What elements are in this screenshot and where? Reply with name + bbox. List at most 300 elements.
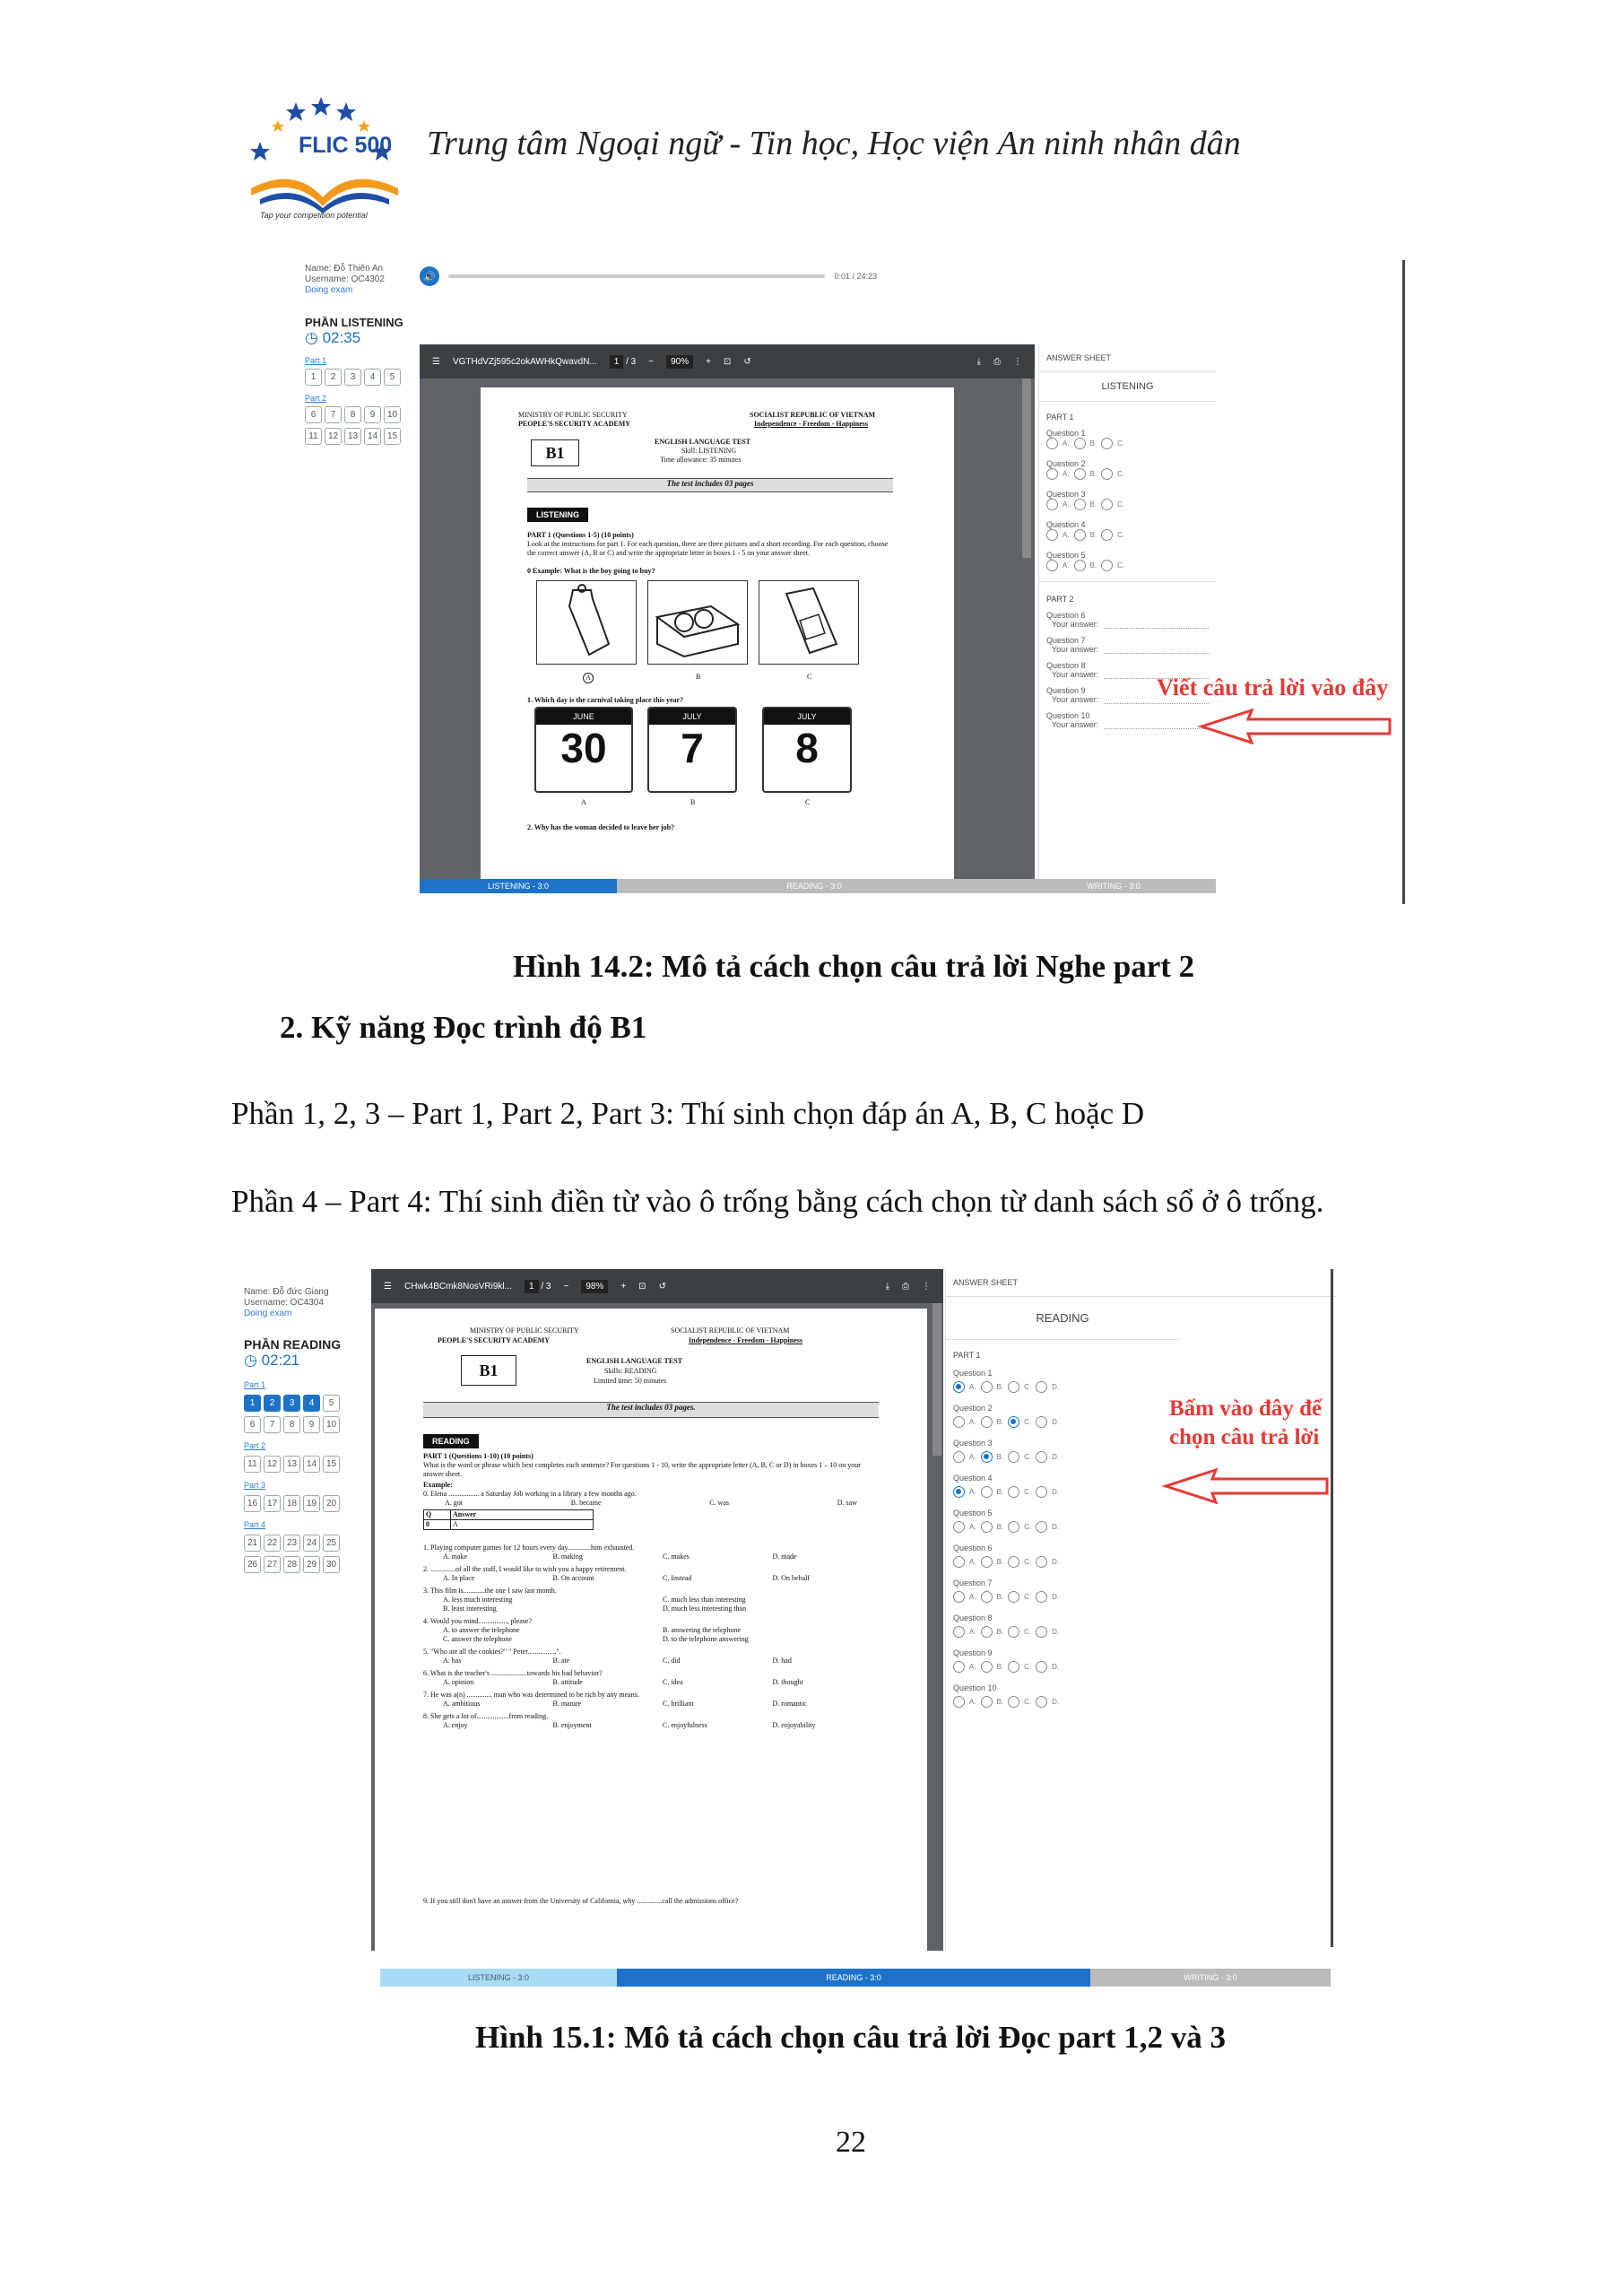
audio-time: 0:01 / 24:23: [834, 272, 877, 281]
option: A. to answer the telephone: [443, 1626, 520, 1634]
radio-button[interactable]: [1101, 529, 1113, 541]
radio-button[interactable]: [1036, 1626, 1047, 1638]
radio-button[interactable]: [1074, 499, 1086, 510]
question-nav-button[interactable]: 21: [244, 1535, 261, 1552]
question-nav-button[interactable]: 4: [303, 1395, 320, 1412]
candidate-username: Username: OC4302: [305, 274, 385, 284]
includes-band: The test includes 03 pages: [527, 478, 893, 492]
candidate-name: Name: Đỗ Thiên An: [305, 264, 384, 274]
radio-button[interactable]: [1036, 1696, 1047, 1708]
pdf-viewer: [371, 1269, 943, 1951]
radio-button[interactable]: [981, 1486, 993, 1498]
radio-button[interactable]: [1036, 1416, 1047, 1428]
radio-button[interactable]: [1036, 1486, 1047, 1498]
calendar-label-c: C: [805, 798, 811, 806]
radio-button[interactable]: [1008, 1626, 1019, 1638]
part-link[interactable]: Part 3: [244, 1481, 266, 1490]
radio-button[interactable]: [1101, 438, 1113, 449]
radio-button[interactable]: [1008, 1591, 1019, 1603]
fit-page-icon[interactable]: ⊡: [638, 1281, 646, 1292]
option: B. answering the telephone: [663, 1626, 742, 1634]
option-label: C.: [1117, 470, 1125, 478]
question-nav-button[interactable]: 16: [244, 1495, 261, 1512]
page-number: 22: [836, 2126, 866, 2159]
question-nav-button[interactable]: 12: [264, 1456, 281, 1473]
zoom-level[interactable]: 90%: [666, 355, 693, 369]
ministry: MINISTRY OF PUBLIC SECURITY: [470, 1326, 579, 1335]
radio-button[interactable]: [1046, 468, 1058, 480]
question-nav-button[interactable]: 14: [303, 1456, 320, 1473]
audio-player: [420, 264, 877, 289]
answer-input-row: [1046, 620, 1209, 629]
answer-question: [953, 1578, 1329, 1603]
question-text: 7. He was a(n) .............. man who was determined to be rich by any means.: [423, 1691, 639, 1699]
question-label: Question 7: [953, 1578, 993, 1587]
radio-button[interactable]: [981, 1381, 993, 1393]
question-nav-button[interactable]: 15: [323, 1456, 340, 1473]
radio-button[interactable]: [1046, 529, 1058, 541]
test-name: ENGLISH LANGUAGE TEST: [655, 438, 750, 446]
zoom-in-icon[interactable]: +: [706, 356, 711, 367]
radio-button[interactable]: [953, 1381, 965, 1393]
radio-button[interactable]: [1036, 1591, 1047, 1603]
audio-progress-bar[interactable]: [448, 274, 825, 278]
question-nav-button[interactable]: 4: [364, 369, 381, 386]
radio-button[interactable]: [1036, 1451, 1047, 1463]
radio-button[interactable]: [1008, 1486, 1019, 1498]
answer-options: [953, 1591, 1329, 1603]
tab-reading[interactable]: READING - 3:0: [617, 1969, 1090, 1987]
fit-page-icon[interactable]: ⊡: [723, 356, 732, 367]
radio-button[interactable]: [981, 1451, 993, 1463]
question-nav-part2: [244, 1456, 351, 1477]
download-icon[interactable]: ⤓: [976, 356, 981, 367]
zoom-out-icon[interactable]: −: [563, 1281, 569, 1292]
radio-button[interactable]: [1008, 1416, 1019, 1428]
speaker-icon[interactable]: 🔊: [420, 266, 439, 286]
part-link[interactable]: Part 1: [305, 356, 327, 365]
page-input[interactable]: 1: [525, 1280, 539, 1293]
option-label: B.: [996, 1488, 1004, 1496]
question-nav-button[interactable]: 30: [323, 1556, 340, 1573]
answer-options: [953, 1661, 1329, 1673]
pdf-scrollbar[interactable]: [1022, 378, 1031, 558]
option: D. On behalf: [772, 1574, 811, 1582]
option-label: D.: [1052, 1488, 1060, 1496]
question-nav-button[interactable]: 5: [384, 369, 401, 386]
question-nav-button[interactable]: 29: [303, 1556, 320, 1573]
option-label: C.: [1117, 439, 1125, 448]
option: A. got: [445, 1499, 463, 1507]
question-label: Question 10: [953, 1683, 997, 1692]
question-nav-button[interactable]: 24: [303, 1535, 320, 1552]
answer-question: [953, 1613, 1329, 1638]
radio-button[interactable]: [1008, 1696, 1019, 1708]
pdf-toolbar: [420, 344, 1035, 378]
calendar-month: JUNE: [536, 709, 631, 725]
logo-text: FLIC 500: [299, 133, 393, 158]
question-label: Question 2: [1046, 459, 1086, 468]
test-name: ENGLISH LANGUAGE TEST: [586, 1357, 682, 1365]
option: A. less much interesting: [443, 1596, 513, 1604]
radio-button[interactable]: [1008, 1521, 1019, 1533]
option-label: A.: [1063, 470, 1070, 478]
radio-button[interactable]: [1036, 1556, 1047, 1568]
table-cell: A: [453, 1520, 458, 1528]
question-nav-button[interactable]: 11: [244, 1456, 261, 1473]
question-label: Question 8: [953, 1613, 993, 1622]
download-icon[interactable]: ⤓: [885, 1281, 889, 1292]
more-icon[interactable]: ⋮: [1013, 356, 1022, 367]
question-nav-button[interactable]: 20: [323, 1495, 340, 1512]
option-label: C.: [1024, 1628, 1032, 1636]
radio-button[interactable]: [1008, 1381, 1019, 1393]
option-label: A.: [969, 1383, 976, 1391]
radio-button[interactable]: [953, 1451, 965, 1463]
print-icon[interactable]: ⎙: [902, 1281, 909, 1292]
question-nav-button[interactable]: 2: [325, 369, 342, 386]
listening-sidebar: [305, 264, 403, 449]
question-label: Question 6: [1046, 611, 1086, 620]
answer-input[interactable]: [1104, 720, 1209, 729]
question-nav-button[interactable]: 13: [344, 428, 361, 445]
question-nav-button[interactable]: 25: [323, 1535, 340, 1552]
option: C. enjoyfulness: [663, 1721, 707, 1729]
question-nav-button[interactable]: 5: [323, 1395, 340, 1412]
option: B. On account: [552, 1574, 594, 1582]
pdf-filename: CHwk4BCmk8NosVRi9kl...: [403, 1281, 512, 1292]
paragraph-parts-1-3: Phần 1, 2, 3 – Part 1, Part 2, Part 3: Thí sinh chọn đáp án A, B, C hoặc D: [231, 1096, 1145, 1131]
section-pill-label: LISTENING: [527, 508, 588, 522]
radio-button[interactable]: [953, 1696, 965, 1708]
radio-button[interactable]: [953, 1416, 965, 1428]
question-label: Question 10: [1046, 711, 1090, 720]
menu-icon[interactable]: ☰: [384, 1281, 392, 1292]
question-nav-button[interactable]: 2: [264, 1395, 281, 1412]
answer-options: [953, 1521, 1329, 1533]
answer-input-label: Your answer:: [1052, 720, 1099, 729]
part-title: PART 1 (Questions 1-5) (10 points): [527, 531, 634, 539]
question-nav-button[interactable]: 7: [264, 1416, 281, 1433]
option: C. answer the telephone: [443, 1635, 512, 1643]
part-link[interactable]: Part 4: [244, 1520, 266, 1529]
answer-input[interactable]: [1104, 645, 1209, 654]
radio-button[interactable]: [1036, 1661, 1047, 1673]
pdf-scrollbar[interactable]: [932, 1303, 941, 1456]
option: D. saw: [837, 1499, 857, 1507]
radio-button[interactable]: [953, 1591, 965, 1603]
test-skill: Skills: READING: [604, 1367, 657, 1375]
reading-sidebar: [244, 1287, 360, 1578]
radio-button[interactable]: [1046, 438, 1058, 449]
radio-button[interactable]: [1101, 468, 1113, 480]
pdf-toolbar: [371, 1269, 943, 1303]
question-nav-button[interactable]: 3: [283, 1395, 300, 1412]
answer-input-row: [1046, 645, 1209, 654]
answer-question: [1046, 551, 1209, 571]
answer-options: [1046, 529, 1209, 541]
logo-tagline: Tap your competition potential: [260, 211, 368, 220]
part-title: PART 1 (Questions 1-10) (10 points): [423, 1452, 533, 1460]
question-options: [423, 1657, 882, 1665]
option-label: D.: [1052, 1523, 1060, 1531]
question-nav-button[interactable]: 12: [325, 428, 342, 445]
radio-button[interactable]: [1036, 1521, 1047, 1533]
option-label: A.: [969, 1698, 976, 1706]
question-nav-button[interactable]: 6: [244, 1416, 261, 1433]
answer-sheet-title: ANSWER SHEET: [1039, 344, 1216, 372]
question-nav-button[interactable]: 17: [264, 1495, 281, 1512]
figure-listening-screenshot: [301, 260, 1409, 904]
question-options: [423, 1596, 882, 1613]
caption-figure-14-2: Hình 14.2: Mô tả cách chọn câu trả lời Nghe part 2: [513, 949, 1195, 984]
question-nav-button[interactable]: 3: [344, 369, 361, 386]
part-link[interactable]: Part 2: [244, 1441, 266, 1450]
question-nav-button[interactable]: 22: [264, 1535, 281, 1552]
question-nav-button[interactable]: 14: [364, 428, 381, 445]
option-label: B.: [1089, 500, 1097, 509]
academy: PEOPLE'S SECURITY ACADEMY: [438, 1336, 551, 1344]
doing-exam-status: Doing exam: [305, 285, 353, 295]
example-answer-table: [423, 1509, 594, 1530]
answer-options: [1046, 438, 1209, 449]
question-nav-button[interactable]: 28: [283, 1556, 300, 1573]
option-label: A.: [969, 1593, 976, 1601]
radio-button[interactable]: [1101, 560, 1113, 571]
answer-options: [953, 1696, 1329, 1708]
page-count: / 3: [541, 1281, 551, 1292]
exam-question: [423, 1587, 882, 1613]
more-icon[interactable]: ⋮: [922, 1281, 931, 1292]
question-nav-button[interactable]: 11: [305, 428, 322, 445]
radio-button[interactable]: [981, 1626, 993, 1638]
rotate-icon[interactable]: ↺: [743, 356, 751, 367]
question-1: 1. Which day is the carnival taking place this year?: [527, 696, 684, 704]
timer: [244, 1352, 360, 1370]
question-nav-part3: [244, 1495, 351, 1517]
option-label: A.: [969, 1663, 976, 1671]
answer-input-label: Your answer:: [1052, 620, 1099, 629]
calendar-month: JULY: [764, 709, 850, 725]
calendar-month: JULY: [649, 709, 735, 725]
question-text: 2. ..............of all the staff, I would like to wish you a happy retirement.: [423, 1565, 627, 1573]
question-text: 5. "Who ate all the cookies?" " Peter................".: [423, 1648, 561, 1656]
radio-button[interactable]: [953, 1486, 965, 1498]
question-nav-button[interactable]: 8: [344, 406, 361, 423]
radio-button[interactable]: [953, 1626, 965, 1638]
option: B. ate: [552, 1657, 570, 1665]
radio-button[interactable]: [1074, 438, 1086, 449]
question-nav-button[interactable]: 27: [264, 1556, 281, 1573]
radio-button[interactable]: [953, 1556, 965, 1568]
part-link[interactable]: Part 2: [305, 394, 327, 403]
question-label: Question 9: [953, 1648, 993, 1657]
question-nav-button[interactable]: 10: [384, 406, 401, 423]
section-heading: 2. Kỹ năng Đọc trình độ B1: [280, 1010, 647, 1045]
motto: Independence - Freedom - Happiness: [754, 420, 868, 428]
option: C. makes: [663, 1552, 690, 1561]
radio-button[interactable]: [1074, 560, 1086, 571]
question-nav-button[interactable]: 8: [283, 1416, 300, 1433]
radio-button[interactable]: [981, 1556, 993, 1568]
question-label: Question 3: [1046, 490, 1086, 499]
rotate-icon[interactable]: ↺: [658, 1281, 666, 1292]
radio-button[interactable]: [1046, 499, 1058, 510]
pdf-viewer: [420, 344, 1035, 904]
option: C. was: [709, 1499, 730, 1507]
option: D. to the telephone answering: [663, 1635, 749, 1643]
level-box: B1: [531, 439, 579, 466]
answer-part1: PART 1: [953, 1351, 981, 1360]
option: A. has: [443, 1657, 462, 1665]
option: D. much less interesting than: [663, 1605, 747, 1613]
radio-button[interactable]: [953, 1661, 965, 1673]
pdf-canvas: [420, 378, 1035, 890]
radio-button[interactable]: [1046, 560, 1058, 571]
radio-button[interactable]: [981, 1661, 993, 1673]
option-label: A.: [969, 1628, 976, 1636]
option-label: D.: [1052, 1593, 1060, 1601]
question-label: Question 1: [953, 1369, 993, 1378]
part-link[interactable]: Part 1: [244, 1380, 266, 1389]
timer-value: 02:21: [261, 1352, 300, 1369]
answer-input-label: Your answer:: [1052, 695, 1099, 704]
zoom-in-icon[interactable]: +: [620, 1281, 627, 1292]
question-nav-button[interactable]: 10: [323, 1416, 340, 1433]
section-tabs: [380, 1969, 1331, 1987]
radio-button[interactable]: [953, 1521, 965, 1533]
answer-question: [953, 1648, 1329, 1673]
exam-question: [423, 1691, 882, 1709]
question-nav-button[interactable]: 9: [303, 1416, 320, 1433]
option-label: C.: [1024, 1383, 1032, 1391]
option: A. opinion: [443, 1678, 474, 1686]
annotation-arrow: [1162, 1468, 1332, 1504]
test-time: Time allowance: 35 minutes: [660, 456, 742, 464]
option-label: A.: [969, 1523, 976, 1531]
option-label: B.: [996, 1453, 1004, 1461]
question-nav-button[interactable]: 13: [283, 1456, 300, 1473]
option-label: C.: [1024, 1593, 1032, 1601]
radio-button[interactable]: [1008, 1661, 1019, 1673]
tab-listening[interactable]: LISTENING - 3:0: [420, 879, 617, 893]
answer-options: [953, 1381, 1329, 1393]
option: C. much less than interesting: [663, 1596, 746, 1604]
option-label: B.: [996, 1523, 1004, 1531]
question-options: [423, 1678, 882, 1687]
option-label: C.: [1024, 1698, 1032, 1706]
answer-question: [1046, 711, 1209, 729]
level-box: B1: [461, 1355, 516, 1386]
radio-button[interactable]: [1074, 468, 1086, 480]
option: C. Instead: [663, 1574, 692, 1582]
option-label: C.: [1024, 1418, 1032, 1426]
tab-reading[interactable]: READING - 3:0: [617, 879, 1011, 893]
question-2: 2. Why has the woman decided to leave her job?: [527, 823, 675, 831]
option-label: B.: [996, 1383, 1004, 1391]
page-input[interactable]: 1: [610, 355, 624, 369]
question-nav-button[interactable]: 23: [283, 1535, 300, 1552]
radio-button[interactable]: [1008, 1556, 1019, 1568]
question-nav-button[interactable]: 19: [303, 1495, 320, 1512]
answer-sheet-section: LISTENING: [1039, 372, 1216, 402]
exam-question: [423, 1565, 882, 1583]
radio-button[interactable]: [1036, 1381, 1047, 1393]
tab-writing[interactable]: WRITING - 3:0: [1090, 1969, 1331, 1987]
radio-button[interactable]: [1008, 1451, 1019, 1463]
question-label: Question 5: [953, 1509, 993, 1518]
answer-question: [1046, 429, 1209, 449]
question-nav-part1: [305, 369, 412, 390]
question-nav-button[interactable]: 7: [325, 406, 342, 423]
radio-button[interactable]: [981, 1521, 993, 1533]
radio-button[interactable]: [1074, 529, 1086, 541]
radio-button[interactable]: [981, 1416, 993, 1428]
radio-button[interactable]: [981, 1591, 993, 1603]
answer-options: [1046, 499, 1209, 510]
candidate-name: Name: Đỗ đức Giang: [244, 1287, 329, 1297]
answer-input[interactable]: [1104, 620, 1209, 629]
timer-value: 02:35: [322, 329, 361, 346]
question-nav-button[interactable]: 6: [305, 406, 322, 423]
picture-b: [647, 580, 748, 665]
option: B. became: [570, 1499, 602, 1507]
option: A. ambitious: [443, 1700, 481, 1708]
question-nav-button[interactable]: 1: [244, 1395, 261, 1412]
answer-options: [953, 1626, 1329, 1638]
answer-sheet-section: READING: [946, 1297, 1179, 1340]
option: D. thought: [772, 1678, 803, 1686]
calendar-label-a: A: [581, 798, 586, 806]
question-nav-part1: [244, 1395, 351, 1438]
question-label: Question 4: [1046, 520, 1086, 529]
menu-icon[interactable]: ☰: [432, 356, 440, 367]
table-cell: 0: [424, 1520, 451, 1529]
example-options: [445, 1499, 857, 1508]
option: A. enjoy: [443, 1721, 468, 1729]
zoom-level[interactable]: 98%: [581, 1280, 608, 1293]
question-nav-button[interactable]: 18: [283, 1495, 300, 1512]
zoom-out-icon[interactable]: −: [648, 356, 655, 367]
option-label: B.: [996, 1663, 1004, 1671]
republic: SOCIALIST REPUBLIC OF VIETNAM: [671, 1326, 790, 1335]
vertical-divider: [1331, 1269, 1333, 1947]
section-tabs: [420, 879, 1216, 893]
question-label: Question 5: [1046, 551, 1086, 560]
option: D. enjoyability: [772, 1721, 816, 1729]
choice-label-b: B: [696, 673, 701, 681]
radio-button[interactable]: [981, 1696, 993, 1708]
option-label: C.: [1024, 1523, 1032, 1531]
annotation-text: Viết câu trả lời vào đây: [1157, 674, 1389, 700]
tab-writing[interactable]: WRITING - 3:0: [1011, 879, 1216, 893]
tab-listening[interactable]: LISTENING - 3:0: [380, 1969, 617, 1987]
answer-options: [1046, 468, 1209, 480]
option: D. made: [772, 1552, 797, 1561]
doing-exam-status: Doing exam: [244, 1309, 292, 1318]
annotation-arrow: [1198, 709, 1395, 744]
clock-icon: ◷: [244, 1352, 262, 1369]
answer-question: [953, 1369, 1329, 1393]
question-nav-button[interactable]: 15: [384, 428, 401, 445]
question-nav-button[interactable]: 26: [244, 1556, 261, 1573]
print-icon[interactable]: ⎙: [993, 356, 1001, 367]
option: B. making: [552, 1552, 583, 1561]
question-nav-button[interactable]: 9: [364, 406, 381, 423]
question-nav-button[interactable]: 1: [305, 369, 322, 386]
radio-button[interactable]: [1101, 499, 1113, 510]
option: B. mature: [552, 1700, 582, 1708]
